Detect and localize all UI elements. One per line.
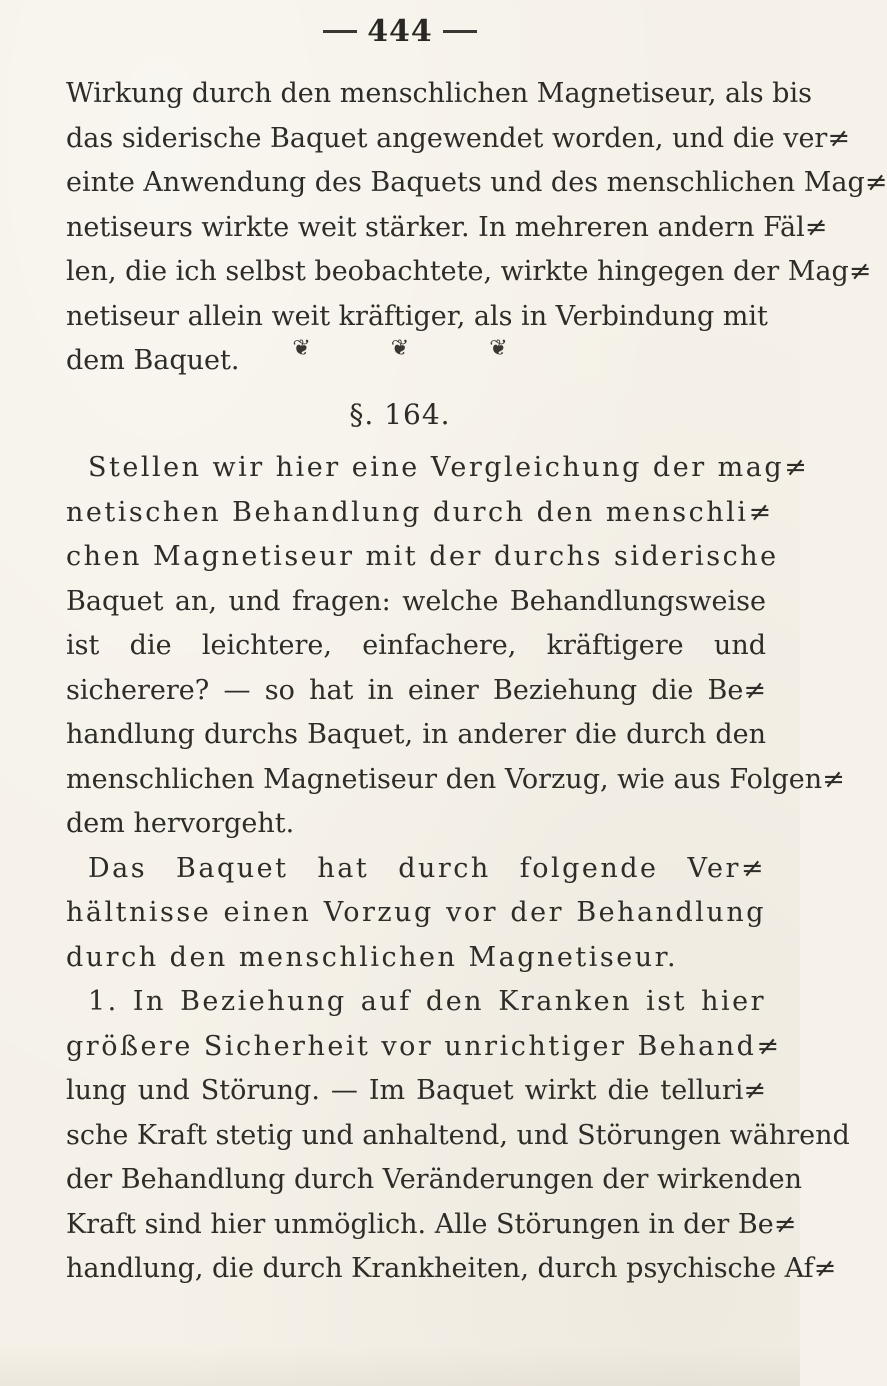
text-line: ist die leichtere, einfachere, kräftigere und xyxy=(66,630,766,661)
page-bottom-shadow xyxy=(0,1346,800,1386)
text-line: dem Baquet. xyxy=(66,345,240,376)
text-line: sche Kraft stetig und anhaltend, und Störungen während xyxy=(66,1119,850,1151)
ornament-glyph: ❦ xyxy=(390,336,410,361)
header-rule-right xyxy=(443,30,477,33)
page-header xyxy=(0,14,800,49)
ornament-glyph: ❦ xyxy=(489,336,508,361)
ornament-glyph: ❦ xyxy=(292,336,311,361)
text-line: len, die ich selbst beobachtete, wirkte hingegen der Mag≠ xyxy=(66,256,872,287)
text-line: Baquet an, und fragen: welche Behandlungsweise xyxy=(66,585,766,617)
text-line: durch den menschlichen Magnetiseur. xyxy=(66,941,679,973)
text-line: lung und Störung. — Im Baquet wirkt die telluri≠ xyxy=(66,1075,766,1106)
text-line: einte Anwendung des Baquets und des menschlichen Mag≠ xyxy=(66,167,887,198)
text-line: größere Sicherheit vor unrichtiger Behand≠ xyxy=(66,1030,782,1062)
header-rule-left xyxy=(323,30,357,33)
text-line: Wirkung durch den menschlichen Magnetiseur, als bis xyxy=(66,78,812,109)
text-line: hältnisse einen Vorzug vor der Behandlung xyxy=(66,897,766,928)
text-line: 1. In Beziehung auf den Kranken ist hier xyxy=(88,986,766,1017)
text-line: handlung durchs Baquet, in anderer die durch den xyxy=(66,719,766,750)
text-line: menschlichen Magnetiseur den Vorzug, wie aus Folgen≠ xyxy=(66,763,845,795)
text-line: Das Baquet hat durch folgende Ver≠ xyxy=(88,852,766,884)
text-line: netiseurs wirkte weit stärker. In mehreren andern Fäl≠ xyxy=(66,211,828,243)
section-heading: §. 164. xyxy=(349,398,451,431)
text-line: der Behandlung durch Veränderungen der wirkenden xyxy=(66,1164,803,1195)
text-line: Stellen wir hier eine Vergleichung der mag≠ xyxy=(88,452,810,483)
text-line: dem hervorgeht. xyxy=(66,808,295,839)
text-line: sicherere? — so hat in einer Beziehung die Be≠ xyxy=(66,674,766,706)
text-line: das siderische Baquet angewendet worden, und die ver≠ xyxy=(66,122,850,154)
page-number: 444 xyxy=(367,14,433,49)
text-line: Kraft sind hier unmöglich. Alle Störungen in der Be≠ xyxy=(66,1208,797,1240)
text-line: netiseur allein weit kräftiger, als in Verbindung mit xyxy=(66,300,768,332)
text-line: netischen Behandlung durch den menschli≠ xyxy=(66,496,774,528)
section-ornament xyxy=(0,336,800,361)
text-line: handlung, die durch Krankheiten, durch psychische Af≠ xyxy=(66,1253,837,1284)
paragraph-2 xyxy=(66,446,850,1292)
text-line: chen Magnetiseur mit der durchs siderische xyxy=(66,541,779,572)
